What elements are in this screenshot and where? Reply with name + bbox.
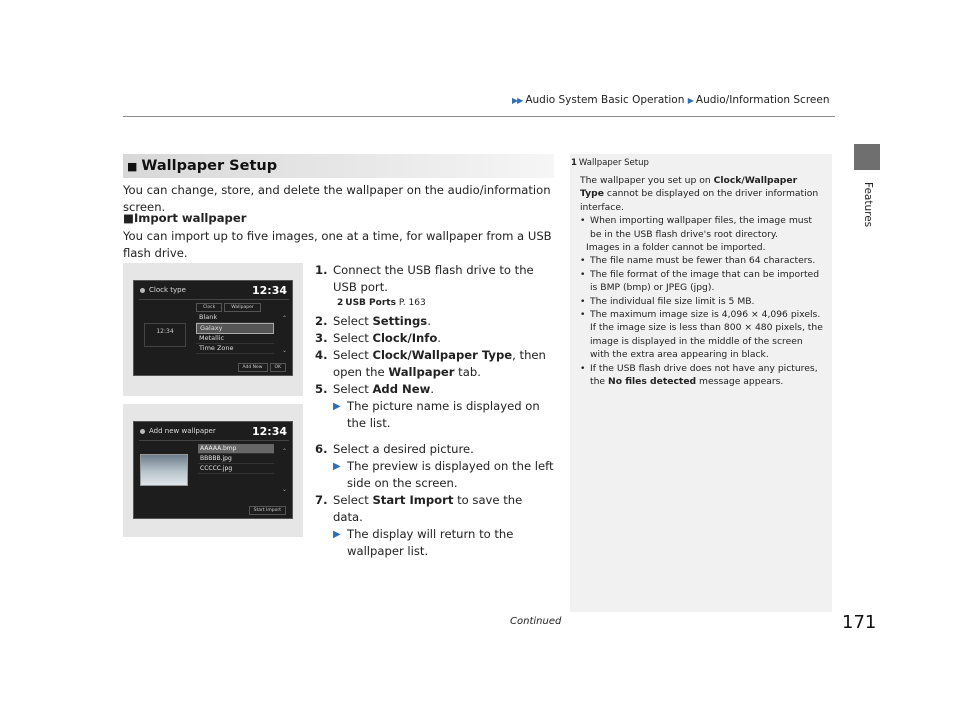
intro-paragraph: You can change, store, and delete the wallpaper on the audio/information screen. <box>123 183 551 214</box>
step-keyword: Add New <box>372 382 431 396</box>
step-3 <box>315 330 555 347</box>
note-reference-icon: 1 <box>571 158 577 168</box>
step-text-end: . <box>430 382 435 396</box>
bullet-icon: • <box>580 268 586 280</box>
step-text-end: . <box>427 314 431 328</box>
note-bullet-text: The file name must be fewer than 64 characters. <box>590 255 816 267</box>
list-item: CCCCC.jpg <box>198 464 274 474</box>
screenshot-add-new-wallpaper <box>123 404 303 537</box>
step-text: Select <box>333 348 373 362</box>
chevron-up-icon: ⌃ <box>281 315 287 322</box>
step-text: Select <box>333 331 373 345</box>
side-tab-marker <box>854 144 880 170</box>
steps-list <box>315 262 555 560</box>
note-keyword: No files detected <box>608 376 697 388</box>
step-result <box>333 526 555 560</box>
step-2 <box>315 313 555 330</box>
note-bullet <box>580 308 824 362</box>
result-text: The picture name is displayed on the list. <box>347 399 540 430</box>
page-number: 171 <box>842 612 877 633</box>
clock-preview: 12:34 <box>144 323 186 347</box>
note-bullet-text: The maximum image size is 4,096 × 4,096 pixels. If the image size is less than 800 × 480 pixels, the image is displayed in the middle of the screen with the extra area appearing in black. <box>590 309 823 361</box>
cross-reference <box>337 296 555 310</box>
reference-page: P. 163 <box>398 298 426 308</box>
ok-button: OK <box>270 363 287 372</box>
note-bullet <box>580 362 824 389</box>
bullet-icon: • <box>580 295 586 307</box>
note-keyword: Clock/Wallpaper Type <box>580 175 798 200</box>
subheading <box>123 211 246 225</box>
list-item-selected: AAAAA.bmp <box>198 444 274 454</box>
result-arrow-icon: ▶ <box>333 461 341 472</box>
step-6 <box>315 441 555 492</box>
chevron-down-icon: ⌄ <box>281 486 287 493</box>
screen-clock: 12:34 <box>251 284 287 297</box>
step-number: 3. <box>315 331 328 345</box>
breadcrumb-item-audio-info-screen: Audio/Information Screen <box>695 94 830 106</box>
start-import-button: Start Import <box>249 506 286 515</box>
step-keyword: Clock/Wallpaper Type <box>372 348 513 362</box>
step-7 <box>315 492 555 560</box>
chevron-down-icon: ⌄ <box>281 347 287 354</box>
breadcrumb-item-audio-system: Audio System Basic Operation <box>525 94 685 106</box>
list-item-selected: Galaxy <box>196 323 274 334</box>
chevron-up-icon: ⌃ <box>281 448 287 455</box>
screen-tabs <box>196 303 263 312</box>
note-bullet-text: When importing wallpaper files, the image must be in the USB flash drive's root directory. <box>590 215 812 240</box>
header-rule <box>123 116 835 117</box>
step-text: Select <box>333 493 373 507</box>
wallpaper-list <box>196 313 274 354</box>
screenshot-clock-type <box>123 263 303 396</box>
continued-label: Continued <box>510 616 562 627</box>
bullet-icon: • <box>580 215 586 227</box>
step-text-end: tab. <box>454 365 481 379</box>
reference-label: USB Ports <box>345 298 396 308</box>
tab-wallpaper: Wallpaper <box>224 303 261 312</box>
back-icon <box>140 288 145 293</box>
note-subtext: Images in a folder cannot be imported. <box>586 242 766 254</box>
add-new-button: Add New <box>238 363 268 372</box>
breadcrumb-arrow-icon: ▶▶ <box>512 96 523 105</box>
side-tab-label <box>860 182 874 262</box>
step-keyword: Start Import <box>372 493 454 507</box>
step-5 <box>315 381 555 432</box>
square-bullet-icon: ■ <box>127 160 138 173</box>
note-body <box>580 174 824 389</box>
screen-title: Add new wallpaper <box>149 427 216 435</box>
step-keyword: Settings <box>372 314 428 328</box>
list-item: Time Zone <box>196 344 274 354</box>
note-text: The wallpaper you set up on <box>580 175 714 186</box>
step-number: 2. <box>315 314 328 328</box>
screen-title: Clock type <box>149 286 186 294</box>
subheading-paragraph: You can import up to five images, one at a time, for wallpaper from a USB flash drive. <box>123 229 552 260</box>
tab-clock: Clock <box>196 303 222 312</box>
list-item: Blank <box>196 313 274 323</box>
list-item: BBBBB.jpg <box>198 454 274 464</box>
step-result <box>333 458 555 492</box>
screen-title-bar <box>139 426 289 441</box>
step-keyword-2: Wallpaper <box>388 365 455 379</box>
reference-icon: 2 <box>337 298 344 308</box>
screen-clock: 12:34 <box>251 425 287 438</box>
step-text-end: to save the data. <box>333 493 523 524</box>
note-text-end: cannot be displayed on the driver information interface. <box>580 188 819 213</box>
step-4 <box>315 347 555 381</box>
file-list <box>198 444 274 474</box>
step-1 <box>315 262 555 310</box>
note-paragraph <box>580 174 824 214</box>
breadcrumb <box>512 94 830 106</box>
screen-footer <box>236 363 286 372</box>
note-bullet <box>580 214 824 241</box>
result-text: The display will return to the wallpaper list. <box>347 527 514 558</box>
note-bullet <box>580 295 824 308</box>
step-result <box>333 398 555 432</box>
bullet-icon: • <box>580 362 586 374</box>
bullet-icon: • <box>580 309 586 321</box>
note-bullet-text-end: message appears. <box>696 376 784 388</box>
square-bullet-icon: ■ <box>123 211 134 225</box>
step-text: Select <box>333 382 373 396</box>
side-tab-text: Features <box>862 182 874 228</box>
step-text: Connect the USB flash drive to the USB port. <box>333 263 534 294</box>
screen-footer <box>247 506 286 515</box>
note-heading <box>571 158 649 168</box>
step-text-end: . <box>437 331 441 345</box>
section-title-text: Wallpaper Setup <box>141 158 278 174</box>
note-bullet <box>580 268 824 295</box>
wallpaper-preview-image <box>140 454 188 486</box>
note-bullet-text: The individual file size limit is 5 MB. <box>590 295 755 307</box>
step-text: Select <box>333 314 373 328</box>
result-arrow-icon: ▶ <box>333 529 341 540</box>
note-bullet-text: If the USB flash drive does not have any pictures, the <box>590 362 818 388</box>
result-arrow-icon: ▶ <box>333 401 341 412</box>
subheading-text: Import wallpaper <box>133 211 247 225</box>
step-number: 7. <box>315 493 328 507</box>
note-title: Wallpaper Setup <box>578 158 649 168</box>
note-bullet <box>580 254 824 267</box>
back-icon <box>140 429 145 434</box>
step-number: 6. <box>315 442 328 456</box>
step-number: 4. <box>315 348 328 362</box>
step-number: 1. <box>315 263 328 277</box>
step-text-mid: , then open the <box>333 348 546 379</box>
step-text: Select a desired picture. <box>333 442 474 456</box>
step-keyword: Clock/Info <box>372 331 438 345</box>
screen-title-bar <box>139 285 289 300</box>
note-bullet-text: The file format of the image that can be imported is BMP (bmp) or JPEG (jpg). <box>590 268 820 294</box>
list-item: Metallic <box>196 334 274 344</box>
screen-display <box>133 280 293 376</box>
step-number: 5. <box>315 382 328 396</box>
section-title <box>123 154 554 178</box>
bullet-icon: • <box>580 255 586 267</box>
result-text: The preview is displayed on the left side on the screen. <box>347 459 554 490</box>
screen-display <box>133 421 293 519</box>
breadcrumb-arrow-icon: ▶ <box>687 96 693 105</box>
